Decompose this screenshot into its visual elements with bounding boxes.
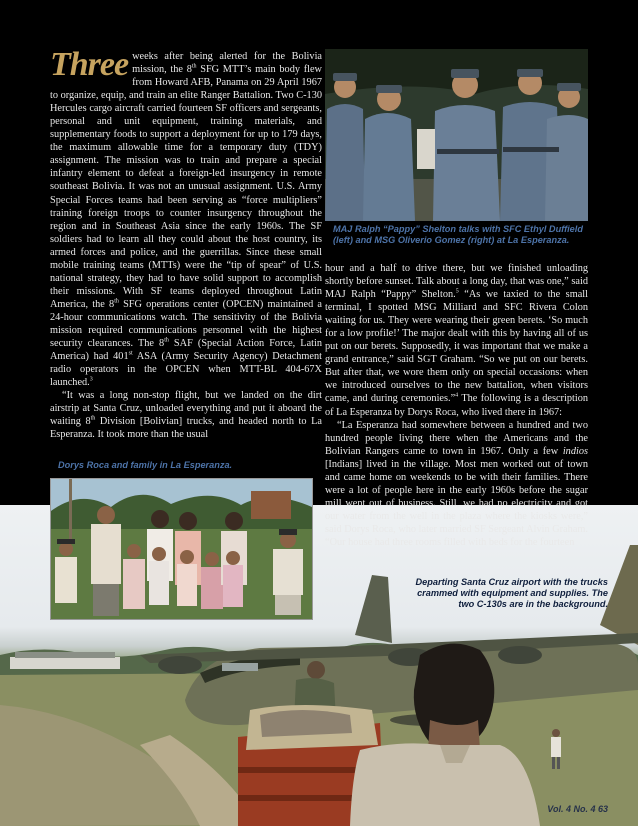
airport-photo-caption: Departing Santa Cruz airport with the trucks crammed with equipment and supplies. The two C-130s are in the background. [415,577,608,610]
superscript: 4 [455,393,459,400]
superscript: st [128,350,133,357]
text-run: SFG operations center (OPCEN) maintained a 24-hour communications watch. The sensitivity of the Bolivia mission required communications personnel with the highest security clearances. The 8 [50,298,322,350]
article-left-column [50,46,323,441]
text-run: SFG MTT’s main body flew from Howard AFB, Panama on 29 April 1967 to organize, equip, and train an elite Ranger Battalion. Two C-130 Hercules cargo aircraft carried fourteen SF officers and sergeants, personal and unit equipment, training materials, and supplementary foods to support a deployment for up to 179 days, the maximum allowable time for a temporary duty (TDY) assignment. The mission was to train and prepare a special infantry element to defeat a foreign-led insurgency in remote southeast Bolivia. It was not an unusual assignment. U.S. Army Special Forces teams had been serving as “force multipliers” training foreign troops to counter insurgency throughout the region and in Southeast Asia since the early 1960s. The SF soldiers had to learn all they could about the host country, its armed forces and police, and the guerrillas. Since these small mobile training teams (MTTs) were the “tip of spear” of U.S. national strategy, they had to have solid support to accomplish their missions. With SF teams deployed throughout Latin America, the 8 [50,64,322,310]
page-folio: Vol. 4 No. 4 63 [547,804,608,814]
roca-photo-illustration [51,479,312,619]
superscript: th [90,415,96,422]
shelton-group-photo [325,49,588,221]
paragraph [325,419,588,549]
text-run: [Indians] lived in the village. Most men worked out of town and came home on weekends to be with their families. There were a lot of people here in the early 1960s before the sugar mill went out of business. Still, we had no electricity and got our water from the well in the plaza where the kiosks were,” said Dorys Roca, who later married SF Sergeant Alvin Graham. “Our house had three rooms filled with beds for the fourteen [325,458,588,548]
superscript: th [114,298,119,305]
paragraph [325,262,588,419]
paragraph [50,389,322,441]
shelton-photo-caption: MAJ Ralph “Pappy” Shelton talks with SFC Ethyl Duffield (left) and MSG Oliverio Gomez (right) at La Esperanza. [333,224,583,246]
text-run: “It was a long non-stop flight, but we landed on the dirt airstrip at Santa Cruz, unloaded everything and put it aboard the waiting 8 [50,390,322,428]
text-run: hour and a half to drive there, but we finished unloading shortly before sunset. Talk about a long day, that was one,” said MAJ Ralph “Pappy” Shelton. [325,263,588,301]
text-run: SAF (Special Action Force, Latin America) had 401 [50,338,323,363]
text-run: weeks after being alerted for the Bolivia mission, the 8 [132,51,322,76]
text-run: The following is a description of La Esperanza by Dorys Roca, who lived there in 1967: [325,393,588,418]
text-run: Division [Bolivian] trucks, and headed north to La Esperanza. It took more than the usual [50,416,322,441]
superscript: 5 [455,288,459,295]
superscript: th [164,337,169,344]
roca-family-photo [50,478,313,620]
left-column-body [50,46,323,441]
right-column-body [325,262,588,549]
article-right-column [325,262,588,549]
text-run: “La Esperanza had somewhere between a hundred and two hundred people living there when the Americans and the Bolivian Rangers came to town in 1967. Only a few [325,419,588,457]
roca-photo-caption: Dorys Roca and family in La Esperanza. [58,460,233,470]
superscript: 3 [89,376,93,383]
drop-cap: Three [50,46,129,83]
text-run: ASA (Army Security Agency) Detachment radio operators in the OPCEN when MTT-BL 404-67X launched. [50,351,322,389]
paragraph [50,46,323,389]
shelton-photo-illustration [325,49,588,221]
superscript: th [191,63,197,70]
text-run: “As we taxied to the small terminal, I spotted MSG Milliard and SFC Rivera Colon waiting for us. They were wearing their green berets. ‘So much for a low profile!’ The major dealt with this by having all of us put on our berets. Supposedly, it was important that we make a grand entrance,” said SGT Graham. “So we put on our berets. But after that, we wore them only on special occasions: when we introduced ourselves to the new battalion, when visitors came, and during ceremonies.” [325,289,588,405]
emphasis-text: indios [562,445,588,457]
